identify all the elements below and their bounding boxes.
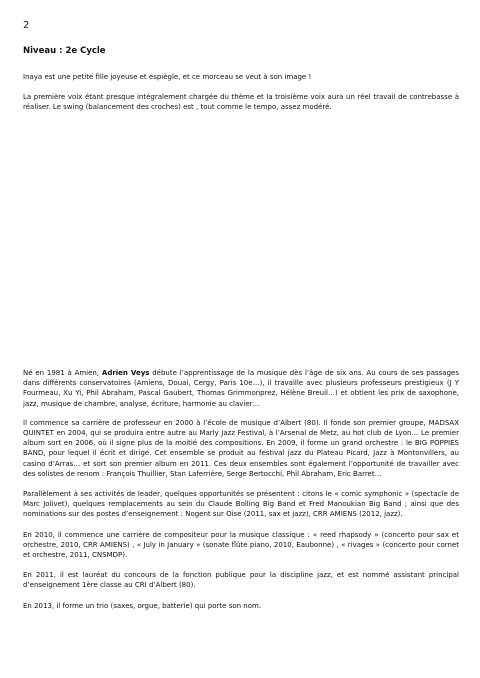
intro-paragraph-2: La première voix étant presque intégralement chargée du thème et la troisième voix aura un réel travail de contrebasse à réaliser. Le swing (balancement des croches) est , tout comme le tempo, assez modéré. (23, 93, 459, 112)
bio-paragraph-5: En 2011, il est lauréat du concours de la fonction publique pour la discipline jazz, et est nommé assistant principal d’enseignement 1ère classe au CRI d’Albert (80). (23, 571, 459, 590)
bio-text: débute l’apprentissage de la musique dès l’âge de six ans. Au cours de ses passages dans différents conservatoires (Amiens, Douai, Cergy, Paris 10e…), il travaille avec plusieurs professeurs prestigieux (J Y Fourmeau, Xu Yi, Phil Abraham, Pascal Gaubert, Thomas Grimmonprez, Hélène Breuil…) et obtient les prix de saxophone, jazz, musique de chambre, analyse, écriture, harmonie au clavier… (23, 369, 459, 408)
bio-paragraph-4: En 2010, il commence une carrière de compositeur pour la musique classique : « reed rhapsody » (concerto pour sax et orchestre, 2010, CRR AMIENS) , « July in January » (sonate flûte piano, 2010, Eaubonne) , « rivages » (concerto pour cornet et orchestre, 2011, CNSMDP). (23, 530, 459, 560)
composer-name: Adrien Veys (101, 369, 150, 377)
bio-paragraph-2: Il commence sa carrière de professeur en 2000 à l’école de musique d’Albert (80). Il fonde son premier groupe, MADSAX QUINTET en 2004, qui se produira entre autre au Marly Jazz Festival, à l’Arsenal de Metz, au hot club de Lyon… Le premier album sort en 2006, où il signe plus de la moitié des compositions. En 2009, il forme un grand orchestre : le BIG POPPIES BAND, pour lequel il écrit et dirige. Cet ensemble se produit au festival jazz du Plateau Picard, Jazz à Montonvillers, au casino d’Arras… et sort son premier album en 2011. Ces deux ensembles sont également l’opportunité de travailler avec des solistes de renom : François Thuillier, Stan Laferrière, Serge Bertocchi, Phil Abraham, Eric Barret… (23, 418, 459, 478)
page-number: 2 (23, 20, 30, 31)
bio-paragraph-3: Parallèlement à ses activités de leader, quelques opportunités se présentent : citons le « comic symphonic » (spectacle de Marc Jolivet), quelques remplacements au sein du Claude Bolling Big Band et Fred Manoukian Big Band ; ainsi que des nominations sur des postes d’enseignement : Nogent sur Oise (2011, sax et jazz), CRR AMIENS (2012, jazz). (23, 490, 459, 519)
bio-paragraph-1 (23, 368, 459, 409)
biography (23, 368, 459, 621)
intro-paragraph-1: Inaya est une petite fille joyeuse et espiègle, et ce morceau se veut à son image ! (23, 73, 312, 81)
level-heading: Niveau : 2e Cycle (23, 46, 106, 56)
bio-paragraph-6: En 2013, il forme un trio (saxes, orgue, batterie) qui porte son nom. (23, 601, 262, 610)
bio-text: Né en 1981 à Amien, (23, 369, 102, 377)
